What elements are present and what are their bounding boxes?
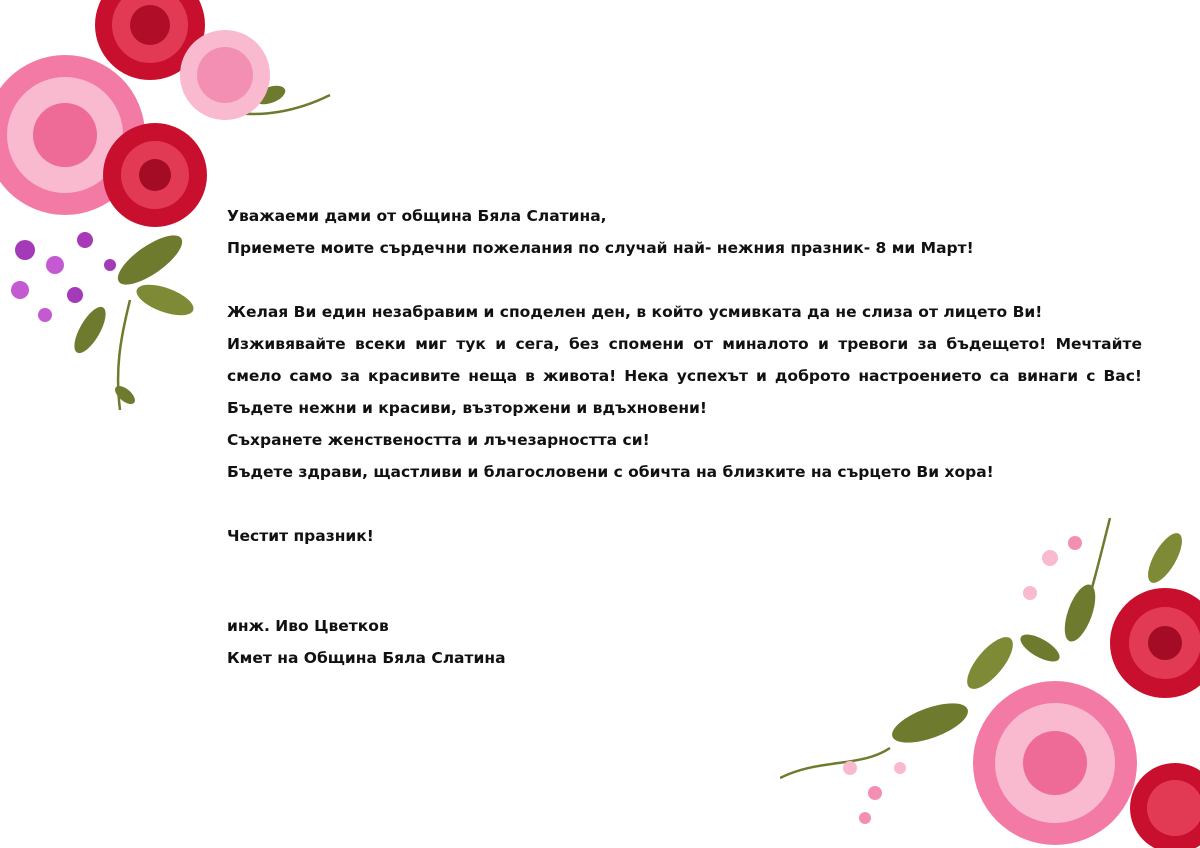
wish-paragraph-2: Изживявайте всеки миг тук и сега, без спомени от миналото и тревоги за бъдещето! Мечтайте смело само за красивите неща в живота! Нека успехът и доброто настроението са винаги с Вас! Бъдете нежни и красиви, възторжени и вдъхновени! — [227, 335, 1142, 417]
wish-paragraph-1: Желая Ви един незабравим и споделен ден, в който усмивката да не слиза от лицето Ви! — [227, 303, 1043, 321]
greeting-line: Уважаеми дами от община Бяла Слатина, — [227, 207, 607, 225]
signature-spacer — [227, 552, 1142, 610]
paragraph-spacer — [227, 488, 1142, 520]
letter-body — [227, 200, 1142, 674]
wish-paragraph-4: Бъдете здрави, щастливи и благословени с обичта на близките на сърцето Ви хора! — [227, 463, 994, 481]
paragraph-spacer — [227, 264, 1142, 296]
wish-paragraph-3: Съхранете женствеността и лъчезарността си! — [227, 431, 650, 449]
signature-name: инж. Иво Цветков — [227, 617, 389, 635]
intro-line: Приемете моите сърдечни пожелания по случай най- нежния празник- 8 ми Март! — [227, 239, 974, 257]
signature-title: Кмет на Община Бяла Слатина — [227, 649, 506, 667]
closing-line: Честит празник! — [227, 527, 374, 545]
